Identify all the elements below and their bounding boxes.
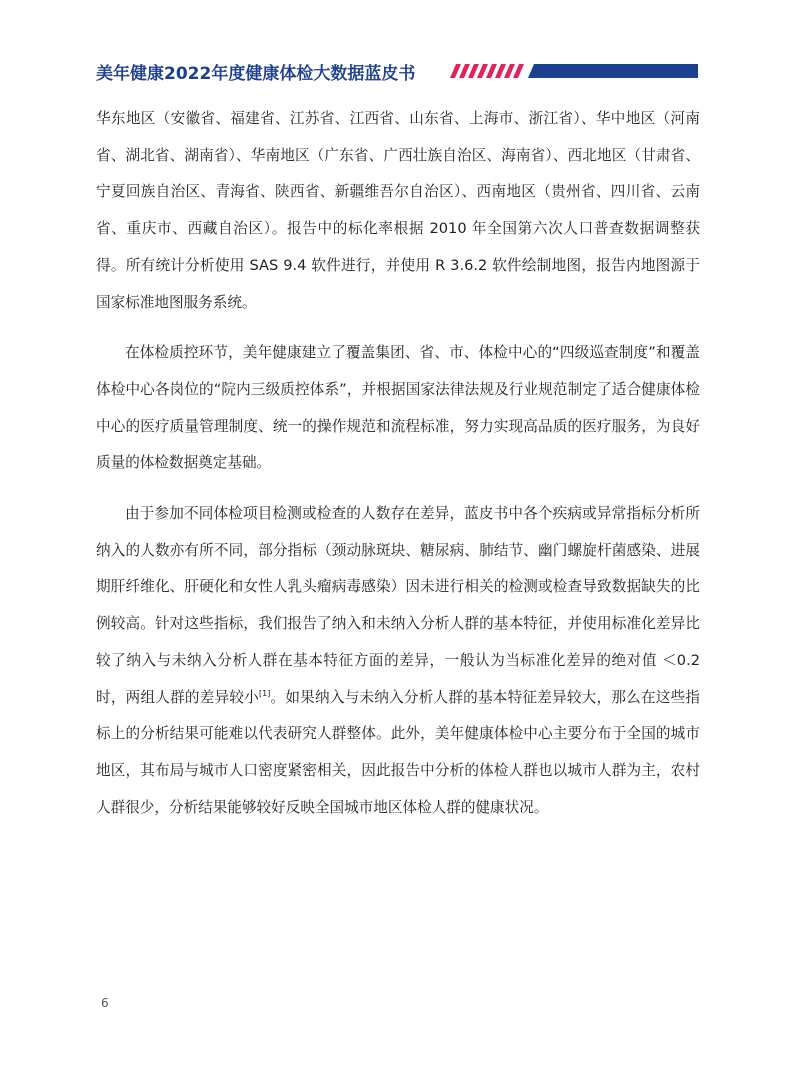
header-stripe	[495, 64, 506, 78]
citation-reference: [1]	[258, 688, 271, 698]
document-body	[96, 101, 700, 840]
paragraph-quality-control: 在体检质控环节，美年健康建立了覆盖集团、省、市、体检中心的“四级巡查制度”和覆盖体检中心各岗位的“院内三级质控体系”，并根据国家法律法规及行业规范制定了适合健康体检中心的医疗质量管理制度、统一的操作规范和流程标准，努力实现高品质的医疗服务，为良好质量的体检数据奠定基础。	[96, 344, 700, 472]
header-stripe	[450, 64, 461, 78]
header-stripe-decoration	[450, 64, 698, 78]
paragraph-text-part1: 由于参加不同体检项目检测或检查的人数存在差异，蓝皮书中各个疾病或异常指标分析所纳入的人数亦有所不同，部分指标（颈动脉斑块、糖尿病、肺结节、幽门螺旋杆菌感染、进展期肝纤维化、肝硬化和女性人乳头瘤病毒感染）因未进行相关的检测或检查导致数据缺失的比例较高。针对这些指标，我们报告了纳入和未纳入分析人群的基本特征，并使用标准化差异比较了纳入与未纳入分析人群在基本特征方面的差异，一般认为当标准化差异的绝对值 ＜0.2 时，两组人群的差异较小	[96, 505, 700, 706]
document-header-title: 美年健康2022年度健康体检大数据蓝皮书	[96, 64, 416, 84]
header-stripe	[486, 64, 497, 78]
paragraph-text-part2: 。如果纳入与未纳入分析人群的基本特征差异较大，那么在这些指标上的分析结果可能难以代表研究人群整体。此外，美年健康体检中心主要分布于全国的城市地区，其布局与城市人口密度紧密相关，因此报告中分析的体检人群也以城市人群为主，农村人群很少，分析结果能够较好反映全国城市地区体检人群的健康状况。	[96, 688, 700, 816]
paragraph-regions: 华东地区（安徽省、福建省、江苏省、江西省、山东省、上海市、浙江省）、华中地区（河南省、湖北省、湖南省）、华南地区（广东省、广西壮族自治区、海南省）、西北地区（甘肃省、宁夏回族自治区、青海省、陕西省、新疆维吾尔自治区）、西南地区（贵州省、四川省、云南省、重庆市、西藏自治区）。报告中的标化率根据 2010 年全国第六次人口普查数据调整获得。所有统计分析使用 SAS 9.4 软件进行，并使用 R 3.6.2 软件绘制地图，报告内地图源于国家标准地图服务系统。	[96, 110, 700, 311]
header-stripe	[468, 64, 479, 78]
header-bar	[528, 64, 698, 78]
header-stripe	[477, 64, 488, 78]
header-stripe	[459, 64, 470, 78]
header-stripe	[504, 64, 515, 78]
page-number: 6	[101, 996, 109, 1010]
header-stripe	[513, 64, 524, 78]
paragraph-data-limitations	[96, 496, 700, 826]
